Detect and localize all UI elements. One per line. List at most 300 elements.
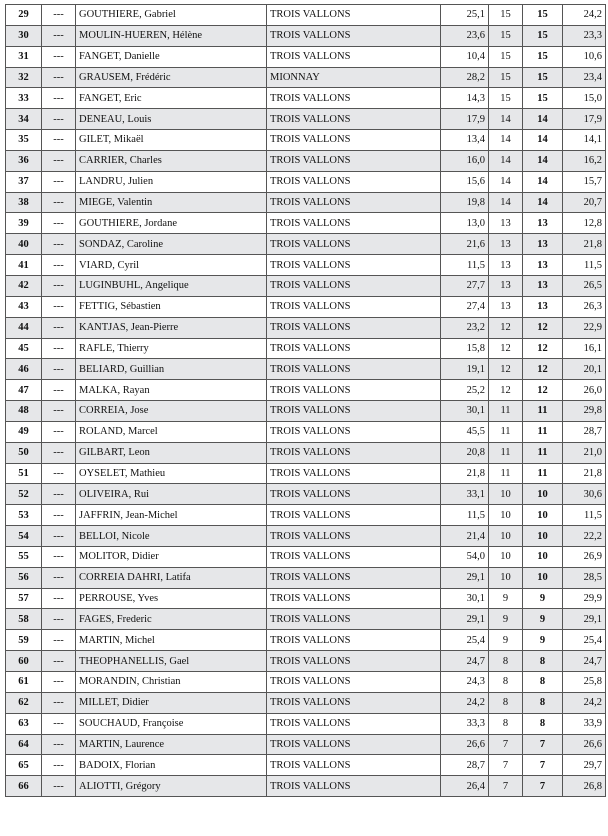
club-cell: TROIS VALLONS [267,317,441,338]
value-1-cell: 24,7 [441,651,489,672]
rank-cell: 45 [6,338,42,359]
value-4-cell: 22,2 [563,526,606,547]
dash-cell: --- [42,526,76,547]
club-cell: TROIS VALLONS [267,296,441,317]
name-cell: MARTIN, Laurence [76,734,267,755]
value-1-cell: 21,6 [441,234,489,255]
table-row [6,5,606,26]
club-cell: TROIS VALLONS [267,588,441,609]
rank-cell: 37 [6,171,42,192]
value-2-cell: 8 [489,692,523,713]
name-cell: SONDAZ, Caroline [76,234,267,255]
value-3-cell: 14 [523,192,563,213]
dash-cell: --- [42,713,76,734]
value-3-cell: 9 [523,609,563,630]
value-2-cell: 12 [489,317,523,338]
value-4-cell: 21,8 [563,463,606,484]
value-3-cell: 8 [523,692,563,713]
value-4-cell: 30,6 [563,484,606,505]
table-row [6,46,606,67]
name-cell: CORREIA DAHRI, Latifa [76,567,267,588]
dash-cell: --- [42,463,76,484]
rank-cell: 64 [6,734,42,755]
value-4-cell: 25,8 [563,672,606,693]
value-3-cell: 7 [523,776,563,797]
dash-cell: --- [42,150,76,171]
value-3-cell: 14 [523,150,563,171]
club-cell: TROIS VALLONS [267,5,441,26]
rank-cell: 43 [6,296,42,317]
table-row [6,421,606,442]
value-2-cell: 14 [489,130,523,151]
name-cell: OYSELET, Mathieu [76,463,267,484]
value-2-cell: 7 [489,734,523,755]
value-3-cell: 12 [523,380,563,401]
value-4-cell: 22,9 [563,317,606,338]
value-3-cell: 15 [523,5,563,26]
table-row [6,213,606,234]
table-row [6,546,606,567]
value-4-cell: 20,1 [563,359,606,380]
value-1-cell: 11,5 [441,505,489,526]
value-4-cell: 21,0 [563,442,606,463]
value-3-cell: 14 [523,109,563,130]
results-table [5,4,606,797]
value-4-cell: 29,9 [563,588,606,609]
dash-cell: --- [42,5,76,26]
value-1-cell: 23,2 [441,317,489,338]
name-cell: JAFFRIN, Jean-Michel [76,505,267,526]
value-3-cell: 14 [523,171,563,192]
dash-cell: --- [42,734,76,755]
value-2-cell: 8 [489,713,523,734]
value-4-cell: 25,4 [563,630,606,651]
rank-cell: 65 [6,755,42,776]
name-cell: THEOPHANELLIS, Gael [76,651,267,672]
value-4-cell: 26,9 [563,546,606,567]
value-1-cell: 15,8 [441,338,489,359]
dash-cell: --- [42,317,76,338]
rank-cell: 47 [6,380,42,401]
table-row [6,776,606,797]
table-row [6,755,606,776]
value-3-cell: 11 [523,421,563,442]
value-3-cell: 7 [523,734,563,755]
value-3-cell: 14 [523,130,563,151]
value-3-cell: 12 [523,317,563,338]
club-cell: TROIS VALLONS [267,421,441,442]
table-row [6,67,606,88]
name-cell: MOULIN-HUEREN, Hélène [76,25,267,46]
dash-cell: --- [42,171,76,192]
value-1-cell: 25,4 [441,630,489,651]
value-3-cell: 15 [523,46,563,67]
rank-cell: 32 [6,67,42,88]
dash-cell: --- [42,588,76,609]
rank-cell: 62 [6,692,42,713]
club-cell: TROIS VALLONS [267,734,441,755]
value-1-cell: 29,1 [441,567,489,588]
club-cell: TROIS VALLONS [267,692,441,713]
value-1-cell: 20,8 [441,442,489,463]
table-row [6,401,606,422]
value-1-cell: 24,2 [441,692,489,713]
name-cell: MALKA, Rayan [76,380,267,401]
rank-cell: 29 [6,5,42,26]
value-4-cell: 21,8 [563,234,606,255]
club-cell: TROIS VALLONS [267,46,441,67]
dash-cell: --- [42,421,76,442]
rank-cell: 59 [6,630,42,651]
club-cell: TROIS VALLONS [267,25,441,46]
dash-cell: --- [42,25,76,46]
rank-cell: 66 [6,776,42,797]
value-4-cell: 12,8 [563,213,606,234]
value-2-cell: 9 [489,588,523,609]
dash-cell: --- [42,755,76,776]
dash-cell: --- [42,380,76,401]
value-3-cell: 8 [523,672,563,693]
value-1-cell: 30,1 [441,588,489,609]
value-4-cell: 26,3 [563,296,606,317]
value-3-cell: 9 [523,630,563,651]
value-2-cell: 10 [489,546,523,567]
club-cell: TROIS VALLONS [267,713,441,734]
name-cell: LUGINBUHL, Angelique [76,275,267,296]
dash-cell: --- [42,609,76,630]
value-2-cell: 15 [489,67,523,88]
table-row [6,317,606,338]
dash-cell: --- [42,359,76,380]
club-cell: TROIS VALLONS [267,567,441,588]
rank-cell: 58 [6,609,42,630]
table-row [6,672,606,693]
name-cell: SOUCHAUD, Françoise [76,713,267,734]
value-4-cell: 10,6 [563,46,606,67]
dash-cell: --- [42,776,76,797]
table-row [6,442,606,463]
name-cell: LANDRU, Julien [76,171,267,192]
value-3-cell: 15 [523,88,563,109]
rank-cell: 53 [6,505,42,526]
club-cell: TROIS VALLONS [267,672,441,693]
value-3-cell: 13 [523,213,563,234]
dash-cell: --- [42,338,76,359]
rank-cell: 41 [6,255,42,276]
table-row [6,713,606,734]
table-row [6,109,606,130]
dash-cell: --- [42,296,76,317]
rank-cell: 40 [6,234,42,255]
value-1-cell: 26,4 [441,776,489,797]
name-cell: PERROUSE, Yves [76,588,267,609]
table-row [6,130,606,151]
rank-cell: 38 [6,192,42,213]
table-row [6,484,606,505]
dash-cell: --- [42,109,76,130]
value-4-cell: 15,7 [563,171,606,192]
rank-cell: 52 [6,484,42,505]
value-1-cell: 30,1 [441,401,489,422]
name-cell: BELLOI, Nicole [76,526,267,547]
table-row [6,338,606,359]
dash-cell: --- [42,567,76,588]
rank-cell: 46 [6,359,42,380]
table-row [6,588,606,609]
club-cell: TROIS VALLONS [267,213,441,234]
name-cell: FAGES, Frederic [76,609,267,630]
table-row [6,234,606,255]
table-row [6,171,606,192]
value-1-cell: 21,4 [441,526,489,547]
dash-cell: --- [42,275,76,296]
value-2-cell: 13 [489,234,523,255]
value-2-cell: 15 [489,88,523,109]
value-4-cell: 14,1 [563,130,606,151]
value-3-cell: 11 [523,463,563,484]
value-3-cell: 7 [523,755,563,776]
value-4-cell: 17,9 [563,109,606,130]
dash-cell: --- [42,672,76,693]
rank-cell: 56 [6,567,42,588]
name-cell: FETTIG, Sébastien [76,296,267,317]
value-2-cell: 14 [489,171,523,192]
rank-cell: 34 [6,109,42,130]
name-cell: CORREIA, Jose [76,401,267,422]
value-2-cell: 12 [489,380,523,401]
value-4-cell: 33,9 [563,713,606,734]
club-cell: TROIS VALLONS [267,255,441,276]
dash-cell: --- [42,192,76,213]
value-1-cell: 13,0 [441,213,489,234]
value-2-cell: 10 [489,567,523,588]
value-1-cell: 10,4 [441,46,489,67]
name-cell: RAFLE, Thierry [76,338,267,359]
value-4-cell: 28,5 [563,567,606,588]
value-4-cell: 23,4 [563,67,606,88]
value-4-cell: 29,1 [563,609,606,630]
value-1-cell: 33,1 [441,484,489,505]
value-2-cell: 9 [489,630,523,651]
table-row [6,88,606,109]
club-cell: TROIS VALLONS [267,338,441,359]
name-cell: BELIARD, Guillian [76,359,267,380]
value-2-cell: 12 [489,338,523,359]
value-1-cell: 45,5 [441,421,489,442]
table-row [6,734,606,755]
dash-cell: --- [42,630,76,651]
rank-cell: 42 [6,275,42,296]
value-3-cell: 13 [523,234,563,255]
value-4-cell: 24,7 [563,651,606,672]
club-cell: TROIS VALLONS [267,609,441,630]
value-3-cell: 13 [523,275,563,296]
value-1-cell: 19,8 [441,192,489,213]
dash-cell: --- [42,546,76,567]
value-4-cell: 26,0 [563,380,606,401]
club-cell: TROIS VALLONS [267,275,441,296]
table-row [6,275,606,296]
club-cell: TROIS VALLONS [267,526,441,547]
name-cell: BADOIX, Florian [76,755,267,776]
club-cell: TROIS VALLONS [267,88,441,109]
value-2-cell: 10 [489,526,523,547]
club-cell: TROIS VALLONS [267,150,441,171]
rank-cell: 44 [6,317,42,338]
value-2-cell: 11 [489,463,523,484]
dash-cell: --- [42,442,76,463]
club-cell: TROIS VALLONS [267,130,441,151]
value-2-cell: 15 [489,46,523,67]
rank-cell: 54 [6,526,42,547]
name-cell: MIEGE, Valentin [76,192,267,213]
name-cell: FANGET, Eric [76,88,267,109]
results-body [6,5,606,797]
value-3-cell: 13 [523,296,563,317]
name-cell: VIARD, Cyril [76,255,267,276]
table-row [6,567,606,588]
club-cell: TROIS VALLONS [267,171,441,192]
club-cell: MIONNAY [267,67,441,88]
value-4-cell: 29,7 [563,755,606,776]
value-4-cell: 28,7 [563,421,606,442]
value-1-cell: 14,3 [441,88,489,109]
name-cell: KANTJAS, Jean-Pierre [76,317,267,338]
dash-cell: --- [42,505,76,526]
value-3-cell: 10 [523,484,563,505]
dash-cell: --- [42,88,76,109]
club-cell: TROIS VALLONS [267,755,441,776]
table-row [6,192,606,213]
table-row [6,255,606,276]
value-3-cell: 9 [523,588,563,609]
value-4-cell: 20,7 [563,192,606,213]
value-2-cell: 15 [489,5,523,26]
name-cell: DENEAU, Louis [76,109,267,130]
dash-cell: --- [42,255,76,276]
rank-cell: 50 [6,442,42,463]
value-4-cell: 26,6 [563,734,606,755]
value-3-cell: 10 [523,505,563,526]
value-2-cell: 15 [489,25,523,46]
rank-cell: 49 [6,421,42,442]
table-row [6,296,606,317]
value-2-cell: 10 [489,505,523,526]
club-cell: TROIS VALLONS [267,442,441,463]
club-cell: TROIS VALLONS [267,380,441,401]
value-1-cell: 25,2 [441,380,489,401]
dash-cell: --- [42,692,76,713]
table-row [6,651,606,672]
value-4-cell: 26,5 [563,275,606,296]
value-4-cell: 24,2 [563,5,606,26]
table-row [6,463,606,484]
rank-cell: 36 [6,150,42,171]
dash-cell: --- [42,46,76,67]
value-3-cell: 12 [523,338,563,359]
value-3-cell: 8 [523,651,563,672]
club-cell: TROIS VALLONS [267,234,441,255]
value-3-cell: 11 [523,401,563,422]
value-2-cell: 14 [489,109,523,130]
club-cell: TROIS VALLONS [267,401,441,422]
name-cell: GRAUSEM, Frédéric [76,67,267,88]
table-row [6,505,606,526]
value-1-cell: 21,8 [441,463,489,484]
value-1-cell: 33,3 [441,713,489,734]
value-2-cell: 14 [489,192,523,213]
value-1-cell: 54,0 [441,546,489,567]
value-3-cell: 13 [523,255,563,276]
value-1-cell: 15,6 [441,171,489,192]
club-cell: TROIS VALLONS [267,776,441,797]
rank-cell: 61 [6,672,42,693]
value-2-cell: 13 [489,213,523,234]
value-2-cell: 12 [489,359,523,380]
value-2-cell: 13 [489,296,523,317]
value-1-cell: 16,0 [441,150,489,171]
value-4-cell: 29,8 [563,401,606,422]
rank-cell: 63 [6,713,42,734]
name-cell: FANGET, Danielle [76,46,267,67]
club-cell: TROIS VALLONS [267,463,441,484]
value-1-cell: 27,4 [441,296,489,317]
rank-cell: 31 [6,46,42,67]
rank-cell: 60 [6,651,42,672]
value-2-cell: 11 [489,442,523,463]
value-1-cell: 11,5 [441,255,489,276]
name-cell: GILBART, Leon [76,442,267,463]
value-2-cell: 8 [489,672,523,693]
dash-cell: --- [42,67,76,88]
rank-cell: 33 [6,88,42,109]
value-2-cell: 9 [489,609,523,630]
value-1-cell: 24,3 [441,672,489,693]
club-cell: TROIS VALLONS [267,484,441,505]
value-2-cell: 14 [489,150,523,171]
dash-cell: --- [42,213,76,234]
dash-cell: --- [42,130,76,151]
value-2-cell: 11 [489,421,523,442]
value-4-cell: 16,1 [563,338,606,359]
value-3-cell: 11 [523,442,563,463]
value-4-cell: 15,0 [563,88,606,109]
value-2-cell: 8 [489,651,523,672]
table-row [6,609,606,630]
value-1-cell: 26,6 [441,734,489,755]
value-1-cell: 25,1 [441,5,489,26]
rank-cell: 55 [6,546,42,567]
value-1-cell: 28,2 [441,67,489,88]
club-cell: TROIS VALLONS [267,192,441,213]
value-1-cell: 13,4 [441,130,489,151]
value-4-cell: 23,3 [563,25,606,46]
value-2-cell: 13 [489,255,523,276]
dash-cell: --- [42,651,76,672]
club-cell: TROIS VALLONS [267,630,441,651]
value-2-cell: 10 [489,484,523,505]
value-3-cell: 10 [523,567,563,588]
club-cell: TROIS VALLONS [267,505,441,526]
rank-cell: 51 [6,463,42,484]
name-cell: ALIOTTI, Grégory [76,776,267,797]
value-4-cell: 16,2 [563,150,606,171]
name-cell: ROLAND, Marcel [76,421,267,442]
club-cell: TROIS VALLONS [267,359,441,380]
value-3-cell: 10 [523,546,563,567]
rank-cell: 35 [6,130,42,151]
value-1-cell: 29,1 [441,609,489,630]
